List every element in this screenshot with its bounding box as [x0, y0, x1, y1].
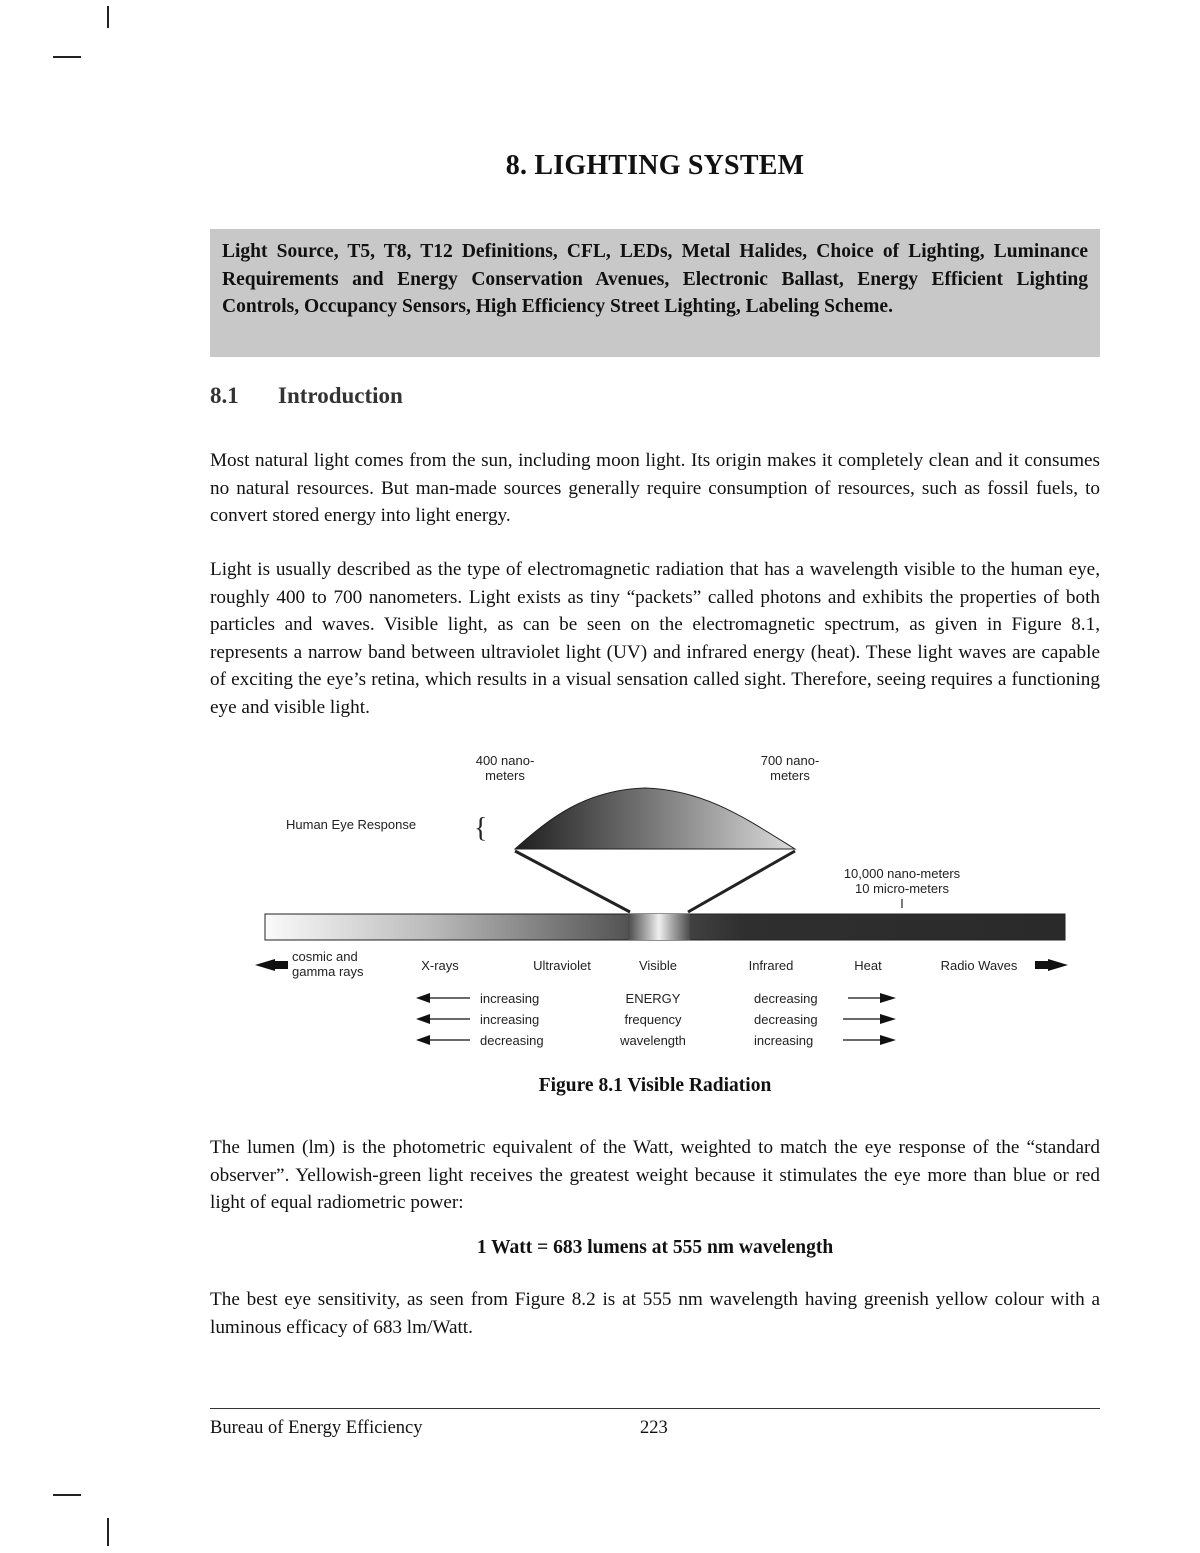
- footer-rule: [210, 1408, 1100, 1409]
- trend-left-wavelength: decreasing: [480, 1033, 544, 1048]
- band-heat: Heat: [854, 958, 882, 973]
- section-heading: [210, 383, 403, 409]
- label-10000-nm-line2: 10 micro-meters: [855, 881, 949, 896]
- crop-mark-bottom-vertical: [107, 1518, 109, 1546]
- footer-publisher: Bureau of Energy Efficiency: [210, 1418, 423, 1438]
- trend-middle-energy: ENERGY: [625, 991, 681, 1006]
- brace-icon: {: [474, 813, 488, 844]
- trend-arrow-left-icon: [416, 1014, 430, 1024]
- trend-arrow-right-icon: [880, 1014, 896, 1024]
- paragraph-eye-sensitivity: The best eye sensitivity, as seen from Figure 8.2 is at 555 nm wavelength having greenish yellow colour with a luminous efficacy of 683 lm/Watt.: [210, 1289, 1100, 1338]
- page-title: 8. LIGHTING SYSTEM: [505, 150, 805, 181]
- lumen-equation: 1 Watt = 683 lumens at 555 nm wavelength: [476, 1237, 834, 1258]
- band-ultraviolet: Ultraviolet: [533, 958, 591, 973]
- trend-left-energy: increasing: [480, 991, 540, 1006]
- label-700-nm-line2: meters: [770, 768, 810, 783]
- band-radio-waves: Radio Waves: [940, 958, 1018, 973]
- band-visible: Visible: [638, 958, 678, 973]
- trend-right-wavelength: increasing: [754, 1033, 814, 1048]
- paragraph-lumen: The lumen (lm) is the photometric equivalent of the Watt, weighted to match the eye response of the “standard observer”. Yellowish-green light receives the greatest weight because it stimulates the eye more than blue or red light of equal radiometric power:: [210, 1137, 1100, 1214]
- figure-caption: Figure 8.1 Visible Radiation: [538, 1075, 772, 1096]
- band-cosmic-line2: gamma rays: [292, 964, 364, 979]
- visible-band: [628, 914, 690, 940]
- crop-mark-top-horizontal: [53, 56, 81, 58]
- human-eye-response-label: Human Eye Response: [286, 817, 417, 832]
- arrow-left-icon: [255, 959, 288, 971]
- label-10000-nm-line1: 10,000 nano-meters: [843, 866, 961, 881]
- funnel-line-left: [515, 851, 630, 912]
- crop-mark-bottom-horizontal: [53, 1494, 81, 1496]
- paragraph-natural-light: Most natural light comes from the sun, including moon light. Its origin makes it completely clean and it consumes no natural resources. But man-made sources generally require consumption of resources, such as fossil fuels, to convert stored energy into light energy.: [210, 450, 1100, 527]
- label-700-nm-line1: 700 nano-: [760, 753, 820, 768]
- trend-arrow-left-icon: [416, 993, 430, 1003]
- trend-row-frequency: [416, 1012, 896, 1027]
- trend-arrow-right-icon: [880, 993, 896, 1003]
- section-title: Introduction: [278, 383, 403, 408]
- eye-response-curve: [515, 788, 795, 849]
- trend-row-energy: [416, 991, 896, 1006]
- trend-middle-wavelength: wavelength: [620, 1033, 686, 1048]
- footer-page-number: 223: [640, 1418, 668, 1438]
- section-number: 8.1: [210, 383, 239, 408]
- label-400-nm-line2: meters: [485, 768, 525, 783]
- trend-right-energy: decreasing: [754, 991, 818, 1006]
- trend-arrow-right-icon: [880, 1035, 896, 1045]
- label-400-nm-line1: 400 nano-: [475, 753, 535, 768]
- trend-arrow-left-icon: [416, 1035, 430, 1045]
- arrow-right-icon: [1035, 959, 1068, 971]
- band-cosmic-line1: cosmic and: [292, 949, 358, 964]
- crop-mark-top-vertical: [107, 6, 109, 28]
- trend-left-frequency: increasing: [480, 1012, 540, 1027]
- spectrum-diagram: [250, 748, 1080, 1058]
- chapter-topics-box: Light Source, T5, T8, T12 Definitions, CFL, LEDs, Metal Halides, Choice of Lighting, Luminance Requirements and Energy Conservation Avenues, Electronic Ballast, Energy Efficient Lighting Controls, Occupancy Sensors, High Efficiency Street Lighting, Labeling Scheme.: [210, 229, 1100, 357]
- trend-right-frequency: decreasing: [754, 1012, 818, 1027]
- funnel-line-right: [688, 851, 795, 912]
- trend-middle-frequency: frequency: [624, 1012, 682, 1027]
- band-infrared: Infrared: [748, 958, 794, 973]
- band-xrays: X-rays: [421, 958, 459, 973]
- paragraph-light-description: Light is usually described as the type of electromagnetic radiation that has a wavelength visible to the human eye, roughly 400 to 700 nanometers. Light exists as tiny “packets” called photons and exhibits the properties of both particles and waves. Visible light, as can be seen on the electromagnetic spectrum, as given in Figure 8.1, represents a narrow band between ultraviolet light (UV) and infrared energy (heat). These light waves are capable of exciting the eye’s retina, which results in a visual sensation called sight. Therefore, seeing requires a functioning eye and visible light.: [210, 559, 1100, 718]
- visible-radiation-figure: [250, 748, 1080, 1058]
- trend-row-wavelength: [416, 1033, 896, 1048]
